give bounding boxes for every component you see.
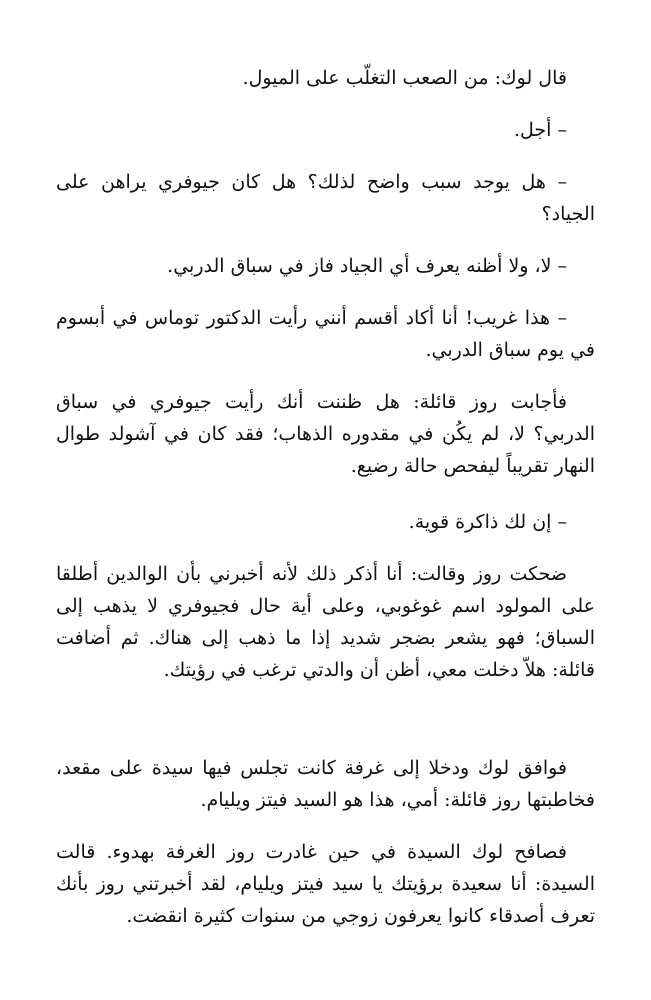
paragraph-5: – هذا غريب! أنا أكاد أقسم أنني رأيت الدكتور توماس في أبسوم في يوم سباق الدربي. [56, 307, 595, 361]
paragraph-6: فأجابت روز قائلة: هل ظننت أنك رأيت جيوفري في سباق الدربي؟ لا، لم يكُن في مقدوره الذهاب؛ فقد كان في آشولد طوال النهار تقريباً ليفحص حالة رضيع. [56, 391, 595, 477]
paragraph-4: – لا، ولا أظنه يعرف أي الجياد فاز في سباق الدربي. [167, 255, 567, 277]
paragraph-3: – هل يوجد سبب واضح لذلك؟ هل كان جيوفري يراهن على الجياد؟ [56, 171, 595, 225]
paragraph-8: ضحكت روز وقالت: أنا أذكر ذلك لأنه أخبرني بأن الوالدين أطلقا على المولود اسم غوغوبي، وعلى أية حال فجيوفري لا يذهب إلى السباق؛ فهو يشعر بضجر شديد إذا ما ذهب إلى هناك. ثم أضافت قائلة: هلاّ دخلت معي، أظن أن والدتي ترغب في رؤيتك. [56, 563, 595, 681]
paragraph-1: قال لوك: من الصعب التغلّب على الميول. [242, 67, 567, 89]
paragraph-7: – إن لك ذاكرة قوية. [408, 511, 567, 533]
paragraph-10: فصافح لوك السيدة في حين غادرت روز الغرفة بهدوء. قالت السيدة: أنا سعيدة برؤيتك يا سيد فيتز ويليام، لقد أخبرتني روز بأنك تعرف أصدقاء كانوا يعرفون زوجي من سنوات كثيرة انقضت. [56, 841, 595, 927]
paragraph-9: فوافق لوك ودخلا إلى غرفة كانت تجلس فيها سيدة على مقعد، فخاطبتها روز قائلة: أمي، هذا هو السيد فيتز ويليام. [56, 757, 595, 811]
paragraph-2: – أجل. [514, 119, 567, 141]
